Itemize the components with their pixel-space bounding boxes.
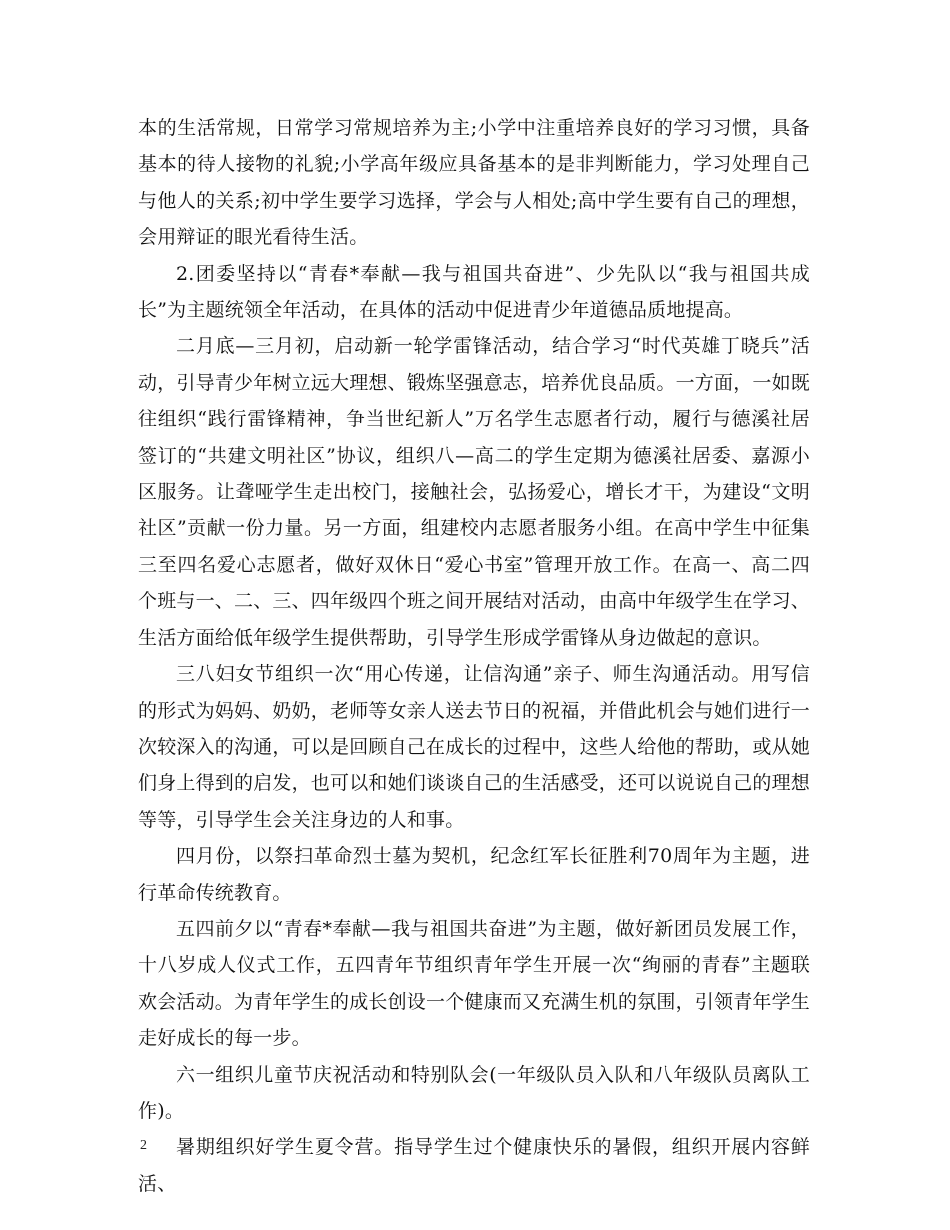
paragraph-8: 暑期组织好学生夏令营。指导学生过个健康快乐的暑假，组织开展内容鲜活、	[138, 1136, 810, 1195]
paragraph-2: 2.团委坚持以“青春*奉献—我与祖国共奋进”、少先队以“我与祖国共成长”为主题统领全年活动，在具体的活动中促进青少年道德品质地提高。	[138, 262, 810, 322]
document-body	[138, 110, 810, 1202]
paragraph-6: 五四前夕以“青春*奉献—我与祖国共奋进”为主题，做好新团员发展工作，十八岁成人仪式工作，五四青年节组织青年学生开展一次“绚丽的青春”主题联欢会活动。为青年学生的成长创设一个健康而又充满生机的氛围，引领青年学生走好成长的每一步。	[138, 917, 811, 1050]
paragraph-3: 二月底—三月初，启动新一轮学雷锋活动，结合学习“时代英雄丁晓兵”活动，引导青少年树立远大理想、锻炼坚强意志，培养优良品质。一方面，一如既往组织“践行雷锋精神，争当世纪新人”万名学生志愿者行动，履行与德溪社居签订的“共建文明社区”协议，组织八—高二的学生定期为德溪社居委、嘉源小区服务。让聋哑学生走出校门，接触社会，弘扬爱心，增长才干，为建设“文明社区”贡献一份力量。另一方面，组建校内志愿者服务小组。在高中学生中征集三至四名爱心志愿者，做好双休日“爱心书室”管理开放工作。在高一、高二四个班与一、二、三、四年级四个班之间开展结对活动，由高中年级学生在学习、生活方面给低年级学生提供帮助，引导学生形成学雷锋从身边做起的意识。	[138, 335, 811, 649]
paragraph-5: 四月份，以祭扫革命烈士墓为契机，纪念红军长征胜利70周年为主题，进行革命传统教育。	[138, 845, 810, 904]
paragraph-1: 本的生活常规，日常学习常规培养为主;小学中注重培养良好的学习习惯，具备基本的待人接物的礼貌;小学高年级应具备基本的是非判断能力，学习处理自己与他人的关系;初中学生要学习选择，学会与人相处;高中学生要有自己的理想，会用辩证的眼光看待生活。	[138, 117, 810, 249]
paragraph-4: 三八妇女节组织一次“用心传递，让信沟通”亲子、师生沟通活动。用写信的形式为妈妈、奶奶，老师等女亲人送去节日的祝福，并借此机会与她们进行一次较深入的沟通，可以是回顾自己在成长的过程中，这些人给他的帮助，或从她们身上得到的启发，也可以和她们谈谈自己的生活感受，还可以说说自己的理想等等，引导学生会关注身边的人和事。	[138, 663, 811, 831]
page-number: 2	[140, 1138, 147, 1153]
paragraph-7: 六一组织儿童节庆祝活动和特别队会(一年级队员入队和八年级队员离队工作)。	[138, 1063, 810, 1122]
